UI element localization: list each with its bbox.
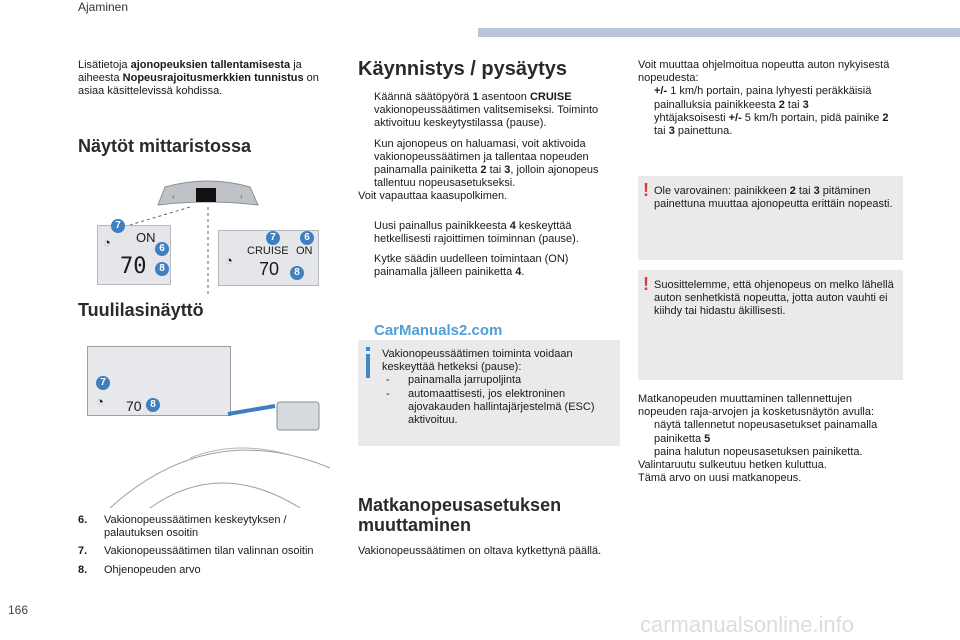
svg-text:‹: ‹ — [172, 192, 175, 201]
heading-change-speed: Matkanopeusasetuksen muuttaminen — [358, 495, 562, 535]
badge-7: 7 — [96, 376, 110, 390]
legend-item-6: 6. Vakionopeussäätimen keskeytyksen / palautuksen osoitin — [78, 514, 287, 540]
info-box: Vakionopeussäätimen toiminta voidaan keskeyttää hetkeksi (pause): - painamalla jarrupoljinta - automaattisesti, jos elektroninen ajovakauden hallintajärjestelmä (ESC) aktivoituu. — [358, 340, 620, 446]
heading-start-stop: Käynnistys / pysäytys — [358, 58, 567, 80]
change-speed-text: Vakionopeussäätimen on oltava kytkettynä päällä. — [358, 545, 602, 557]
svg-text:›: › — [240, 192, 243, 201]
speedometer-icon: ◔ — [96, 394, 104, 409]
warning-box-2: ! Suosittelemme, että ohjenopeus on melko lähellä auton senhetkistä nopeutta, jotta auton vauhti ei kiihdy tai hidastu äkillisesti. — [638, 270, 903, 380]
warning-icon: ! — [643, 180, 649, 200]
badge-8: 8 — [155, 262, 169, 276]
intro-text: Lisätietoja ajonopeuksien tallentamisesta ja aiheesta Nopeusrajoitusmerkkien tunnistus on asiaa käsittelevissä kohdissa. — [78, 59, 319, 98]
hud-speed-value: 70 — [126, 398, 142, 414]
header-bar — [478, 28, 960, 37]
heading-hud: Tuulilasinäyttö — [78, 300, 204, 320]
legend — [78, 514, 338, 577]
dashboard-illustration — [90, 398, 340, 513]
speed-value: 70 — [259, 259, 280, 279]
start-stop-text: Käännä säätöpyörä 1 asentoon CRUISE vakionopeussäätimen valitsemiseksi. Toiminto aktivoituu keskeytystilassa (pause). Kun ajonopeus on haluamasi, voit aktivoida vakionopeussäätimen ja tallentaa nopeuden painamalla painiketta 2 tai 3, jolloin ajonopeus tallentuu nopeusasetukseksi. Voit vapauttaa kaasupolkimen. Uusi painallus painikkeesta 4 keskeyttää hetkellisesti rajoittimen toiminnan (pause). Kytke säädin uudelleen toimintaan (ON) painamalla jälleen painiketta 4. — [358, 91, 599, 279]
legend-item-8: 8. Ohjenopeuden arvo — [78, 563, 201, 576]
badge-8: 8 — [290, 266, 304, 280]
speed-value: 70 — [120, 254, 147, 279]
warning-icon: ! — [643, 274, 649, 294]
badge-8: 8 — [146, 398, 160, 412]
legend-item-7: 7. Vakionopeussäätimen tilan valinnan osoitin — [78, 545, 314, 558]
badge-6: 6 — [300, 231, 314, 245]
speedometer-icon: ◔ — [225, 253, 233, 268]
heading-displays: Näytöt mittaristossa — [78, 136, 252, 156]
status-cruise: CRUISE — [247, 245, 289, 257]
speedometer-icon: ◔ — [103, 235, 111, 250]
warning-box-1: ! Ole varovainen: painikkeen 2 tai 3 pitäminen painettuna muuttaa ajonopeutta erittäin nopeasti. — [638, 176, 903, 260]
status-on: ON — [296, 245, 313, 257]
adjust-speed-text: Voit muuttaa ohjelmoitua nopeutta auton nykyisestä nopeudesta: +/- 1 km/h portain, paina lyhyesti peräkkäisiä painalluksia painikkeesta 2 tai 3 yhtäjaksoisesti +/- 5 km/h portain, pidä painike 2 tai 3 painettuna. — [638, 59, 890, 138]
touchscreen-text: Matkanopeuden muuttaminen tallennettujen nopeuden raja-arvojen ja kosketusnäytön avulla: näytä tallennetut nopeusasetukset painamalla painiketta 5 paina halutun nopeusasetuksen painiketta. Valintaruutu sulkeutuu hetken kuluttua. Tämä arvo on uusi matkanopeus. — [638, 393, 878, 485]
badge-7: 7 — [111, 219, 125, 233]
watermark-bottom: carmanualsonline.info — [640, 612, 855, 637]
badge-7: 7 — [266, 231, 280, 245]
watermark: CarManuals2.com — [374, 322, 503, 339]
section-header: Ajaminen — [78, 0, 129, 14]
badge-6: 6 — [155, 242, 169, 256]
page-number: 166 — [8, 603, 29, 617]
status-on: ON — [136, 230, 156, 245]
info-icon — [366, 354, 370, 378]
